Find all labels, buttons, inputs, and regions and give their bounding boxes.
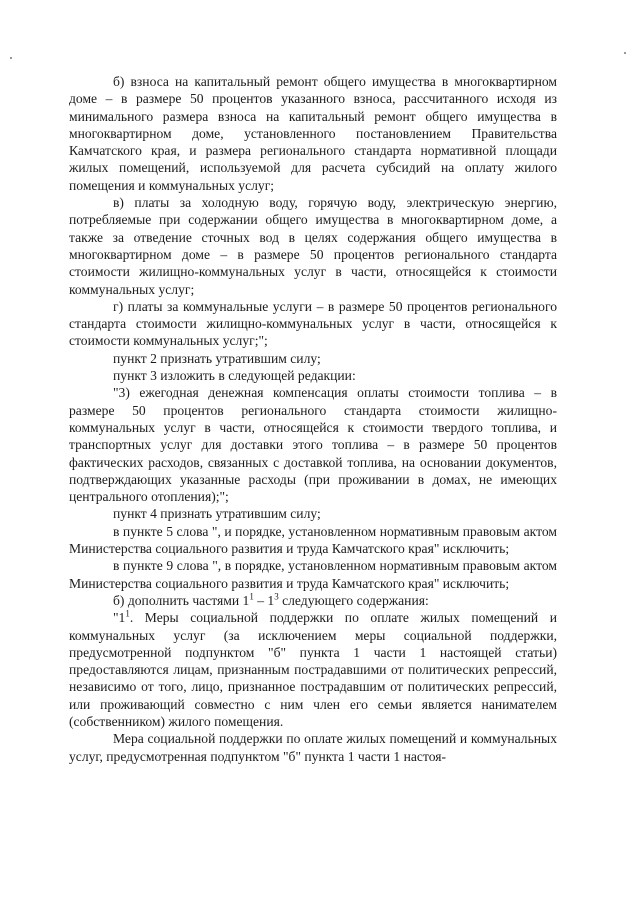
paragraph-v-water: в) платы за холодную воду, горячую воду, электрическую энергию, потребляемые при содержании общего имущества в многоквартирном доме, а также за отведение сточных вод в целях содержания общего имущества в многоквартирном доме – в размере 50 процентов регионального стандарта стоимости жилищно-коммунальных услуг в части, относящейся к стоимости коммунальных услуг; — [69, 195, 557, 297]
paragraph-supplement: б) дополнить частями $1^1 - 1^3$ следующего содержания: — [113, 591, 429, 608]
paragraph-part-1-1: "$1^1$. Меры социальной поддержки по оплате жилых помещений и коммунальных услуг (за исключением меры социальной поддержки, предусмотренной подпунктом "б" пункта 1 части 1 настоящей статьи) предоставляются лицам, признанным пострадавшими от политических репрессий, независимо от того, лицо, признанное пострадавшим от политических репрессий, или проживающий совместно с ним член его семьи является нанимателем (собственником) жилого помещения. — [69, 608, 557, 729]
scan-speck — [10, 57, 12, 59]
document-body — [69, 73, 557, 765]
paragraph-point-5: в пункте 5 слова ", и порядке, установленном нормативным правовым актом Министерства социального развития и труда Камчатского края" исключить; — [69, 523, 557, 557]
paragraph-last: Мера социальной поддержки по оплате жилых помещений и коммунальных услуг, предусмотренная подпунктом "б" пункта 1 части 1 настоя- — [69, 731, 557, 764]
paragraph-point-4: пункт 4 признать утратившим силу; — [113, 506, 321, 522]
paragraph-point-3-text: "3) ежегодная денежная компенсация оплаты стоимости топлива – в размере 50 процентов регионального стандарта стоимости жилищно-коммунальных услуг в части, относящейся к стоимости твердого топлива, и транспортных услуг для доставки этого топлива – в размере 50 процентов фактических расходов, связанных с доставкой топлива, на основании документов, подтверждающих указанные расходы (при проживании в домах, не имеющих центрального отопления);"; — [69, 385, 557, 505]
scan-speck — [624, 52, 626, 54]
paragraph-b-capital-repair: б) взноса на капитальный ремонт общего имущества в многоквартирном доме – в размере 50 процентов указанного взноса, рассчитанного исходя из минимального размера взноса на капитальный ремонт общего имущества в многоквартирном доме, установленного постановлением Правительства Камчатского края, и размера регионального стандарта нормативной площади жилых помещений, используемой для расчета субсидий на оплату жилого помещения и коммунальных услуг; — [69, 74, 557, 193]
paragraph-g-utilities: г) платы за коммунальные услуги – в размере 50 процентов регионального стандарта стоимости жилищно-коммунальных услуг в части, относящейся к стоимости коммунальных услуг;"; — [69, 298, 557, 349]
paragraph-point-2: пункт 2 признать утратившим силу; — [113, 350, 321, 366]
paragraph-point-9: в пункте 9 слова ", в порядке, установленном нормативным правовым актом Министерства социального развития и труда Камчатского края" исключить; — [69, 558, 557, 591]
paragraph-point-3: пункт 3 изложить в следующей редакции: — [113, 368, 356, 384]
